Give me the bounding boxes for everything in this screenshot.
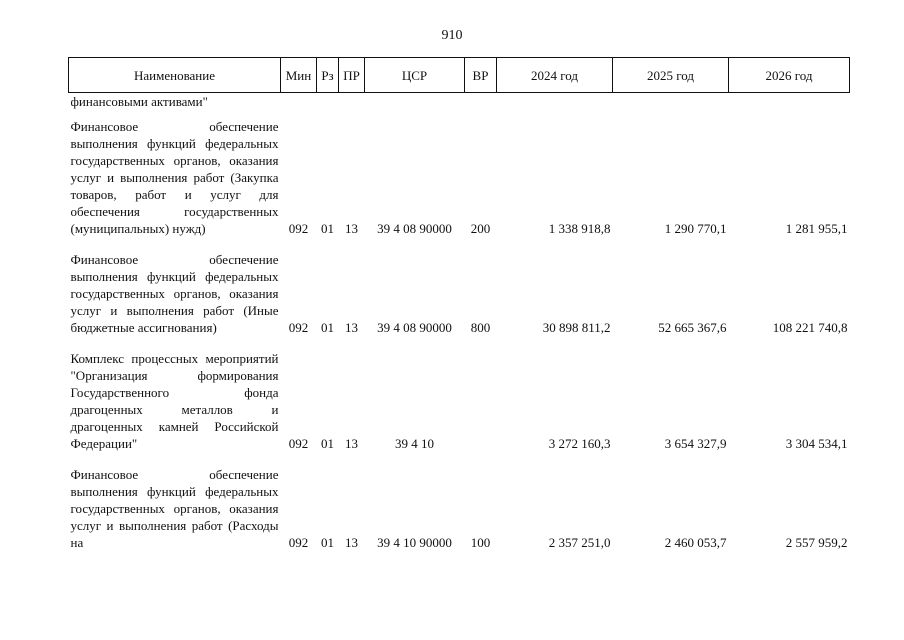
row-min: [281, 93, 317, 111]
row-min: 092: [288, 535, 309, 550]
row-name: Финансовое обеспечение выполнения функций федеральных государственных органов, оказания услуг и выполнения работ (Иные бюджетные ассигнования): [70, 252, 279, 335]
budget-table: [68, 57, 850, 557]
row-pr: 13: [345, 436, 358, 451]
row-2024: [497, 93, 613, 111]
row-min: 092: [288, 436, 309, 451]
row-2024: 30 898 811,2: [542, 320, 611, 335]
row-pr: 13: [345, 535, 358, 550]
header-2026: 2026 год: [729, 58, 850, 93]
row-2024: 3 272 160,3: [548, 436, 611, 451]
row-name: Финансовое обеспечение выполнения функций федеральных государственных органов, оказания услуг и выполнения работ (Расходы на: [70, 467, 279, 550]
row-csr: 39 4 10: [395, 436, 434, 451]
row-rz: 01: [321, 535, 334, 550]
header-2024: 2024 год: [497, 58, 613, 93]
row-vr: 200: [470, 221, 491, 236]
row-pr: 13: [345, 320, 358, 335]
row-2025: 3 654 327,9: [664, 436, 727, 451]
row-csr: [365, 93, 465, 111]
row-min: 092: [288, 320, 309, 335]
table-row: [69, 243, 850, 342]
row-min: 092: [288, 221, 309, 236]
row-rz: 01: [321, 436, 334, 451]
row-2026: 108 221 740,8: [772, 320, 848, 335]
row-2024: 2 357 251,0: [548, 535, 611, 550]
header-vr: ВР: [465, 58, 497, 93]
row-csr: 39 4 08 90000: [377, 320, 452, 335]
header-pr: ПР: [339, 58, 365, 93]
row-name: финансовыми активами": [70, 94, 208, 109]
row-csr: 39 4 10 90000: [377, 535, 452, 550]
row-2026: 2 557 959,2: [785, 535, 848, 550]
row-2025: 52 665 367,6: [658, 320, 727, 335]
row-vr: 100: [470, 535, 491, 550]
table-row: [69, 342, 850, 458]
row-vr: [465, 342, 497, 458]
row-2025: 1 290 770,1: [664, 221, 727, 236]
row-csr: 39 4 08 90000: [377, 221, 452, 236]
row-pr: 13: [345, 221, 358, 236]
row-2026: 1 281 955,1: [785, 221, 848, 236]
header-2025: 2025 год: [613, 58, 729, 93]
header-name: Наименование: [69, 58, 281, 93]
row-2025: 2 460 053,7: [664, 535, 727, 550]
row-rz: 01: [321, 221, 334, 236]
table-row: [69, 458, 850, 557]
row-name: Финансовое обеспечение выполнения функций федеральных государственных органов, оказания услуг и выполнения работ (Закупка товаров, работ и услуг для обеспечения государственных (муниципальных) нужд): [70, 119, 279, 236]
row-2024: 1 338 918,8: [548, 221, 611, 236]
row-pr: [339, 93, 365, 111]
row-name: Комплекс процессных мероприятий "Организация формирования Государственного фонда драгоценных металлов и драгоценных камней Российской Федерации": [70, 351, 279, 451]
row-vr: 800: [470, 320, 491, 335]
header-min: Мин: [281, 58, 317, 93]
page-number: 910: [441, 28, 463, 43]
row-2026: 3 304 534,1: [785, 436, 848, 451]
row-rz: [317, 93, 339, 111]
header-rz: Рз: [317, 58, 339, 93]
row-vr: [465, 93, 497, 111]
row-rz: 01: [321, 320, 334, 335]
row-2026: [729, 93, 850, 111]
table-row: [69, 110, 850, 243]
row-2025: [613, 93, 729, 111]
table-header-row: [69, 58, 850, 93]
header-csr: ЦСР: [365, 58, 465, 93]
table-row: [69, 93, 850, 111]
